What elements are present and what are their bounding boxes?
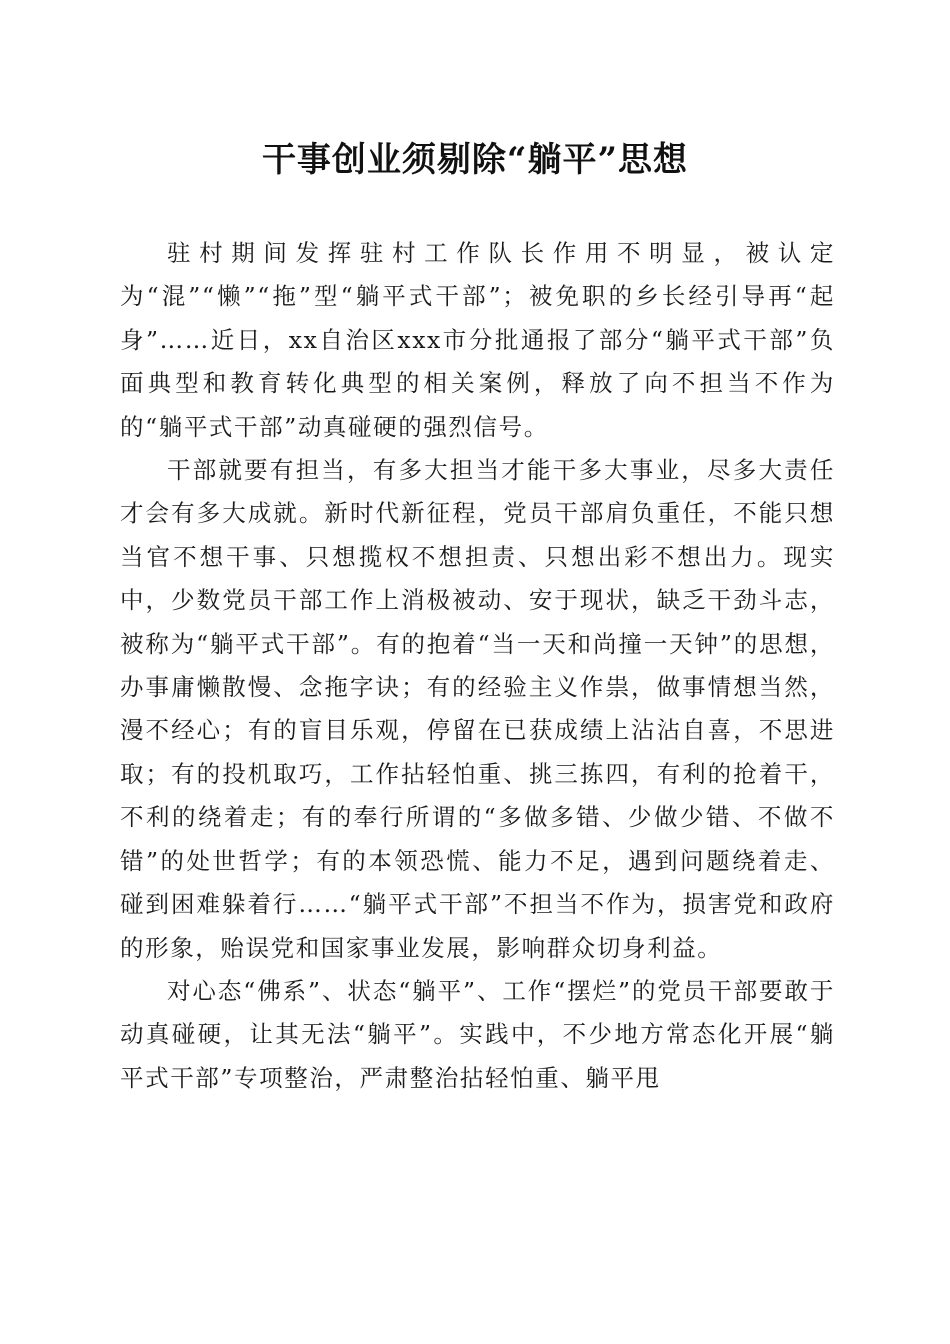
paragraph-1: 驻村期间发挥驻村工作队长作用不明显，被认定为“混”“懒”“拖”型“躺平式干部”；被免职的乡长经引导再“起身”……近日，xx自治区xxx市分批通报了部分“躺平式干部”负面典型和教育转化典型的相关案例，释放了向不担当不作为的“躺平式干部”动真碰硬的强烈信号。 <box>120 239 835 441</box>
paragraph-2: 干部就要有担当，有多大担当才能干多大事业，尽多大责任才会有多大成就。新时代新征程，党员干部肩负重任，不能只想当官不想干事、只想揽权不想担责、只想出彩不想出力。现实中，少数党员干部工作上消极被动、安于现状，缺乏干劲斗志，被称为“躺平式干部”。有的抱着“当一天和尚撞一天钟”的思想，办事庸懒散慢、念拖字诀；有的经验主义作祟，做事情想当然，漫不经心；有的盲目乐观，停留在已获成绩上沾沾自喜，不思进取；有的投机取巧，工作拈轻怕重、挑三拣四，有利的抢着干，不利的绕着走；有的奉行所谓的“多做多错、少做少错、不做不错”的处世哲学；有的本领恐慌、能力不足，遇到问题绕着走、碰到困难躲着行……“躺平式干部”不担当不作为，损害党和政府的形象，贻误党和国家事业发展，影响群众切身利益。 <box>120 456 835 962</box>
document-body <box>120 232 835 1100</box>
paragraph-3: 对心态“佛系”、状态“躺平”、工作“摆烂”的党员干部要敢于动真碰硬，让其无法“躺平”。实践中，不少地方常态化开展“躺平式干部”专项整治，严肃整治拈轻怕重、躺平甩 <box>120 976 835 1092</box>
document-title: 干事创业须剔除“躺平”思想 <box>261 140 689 180</box>
